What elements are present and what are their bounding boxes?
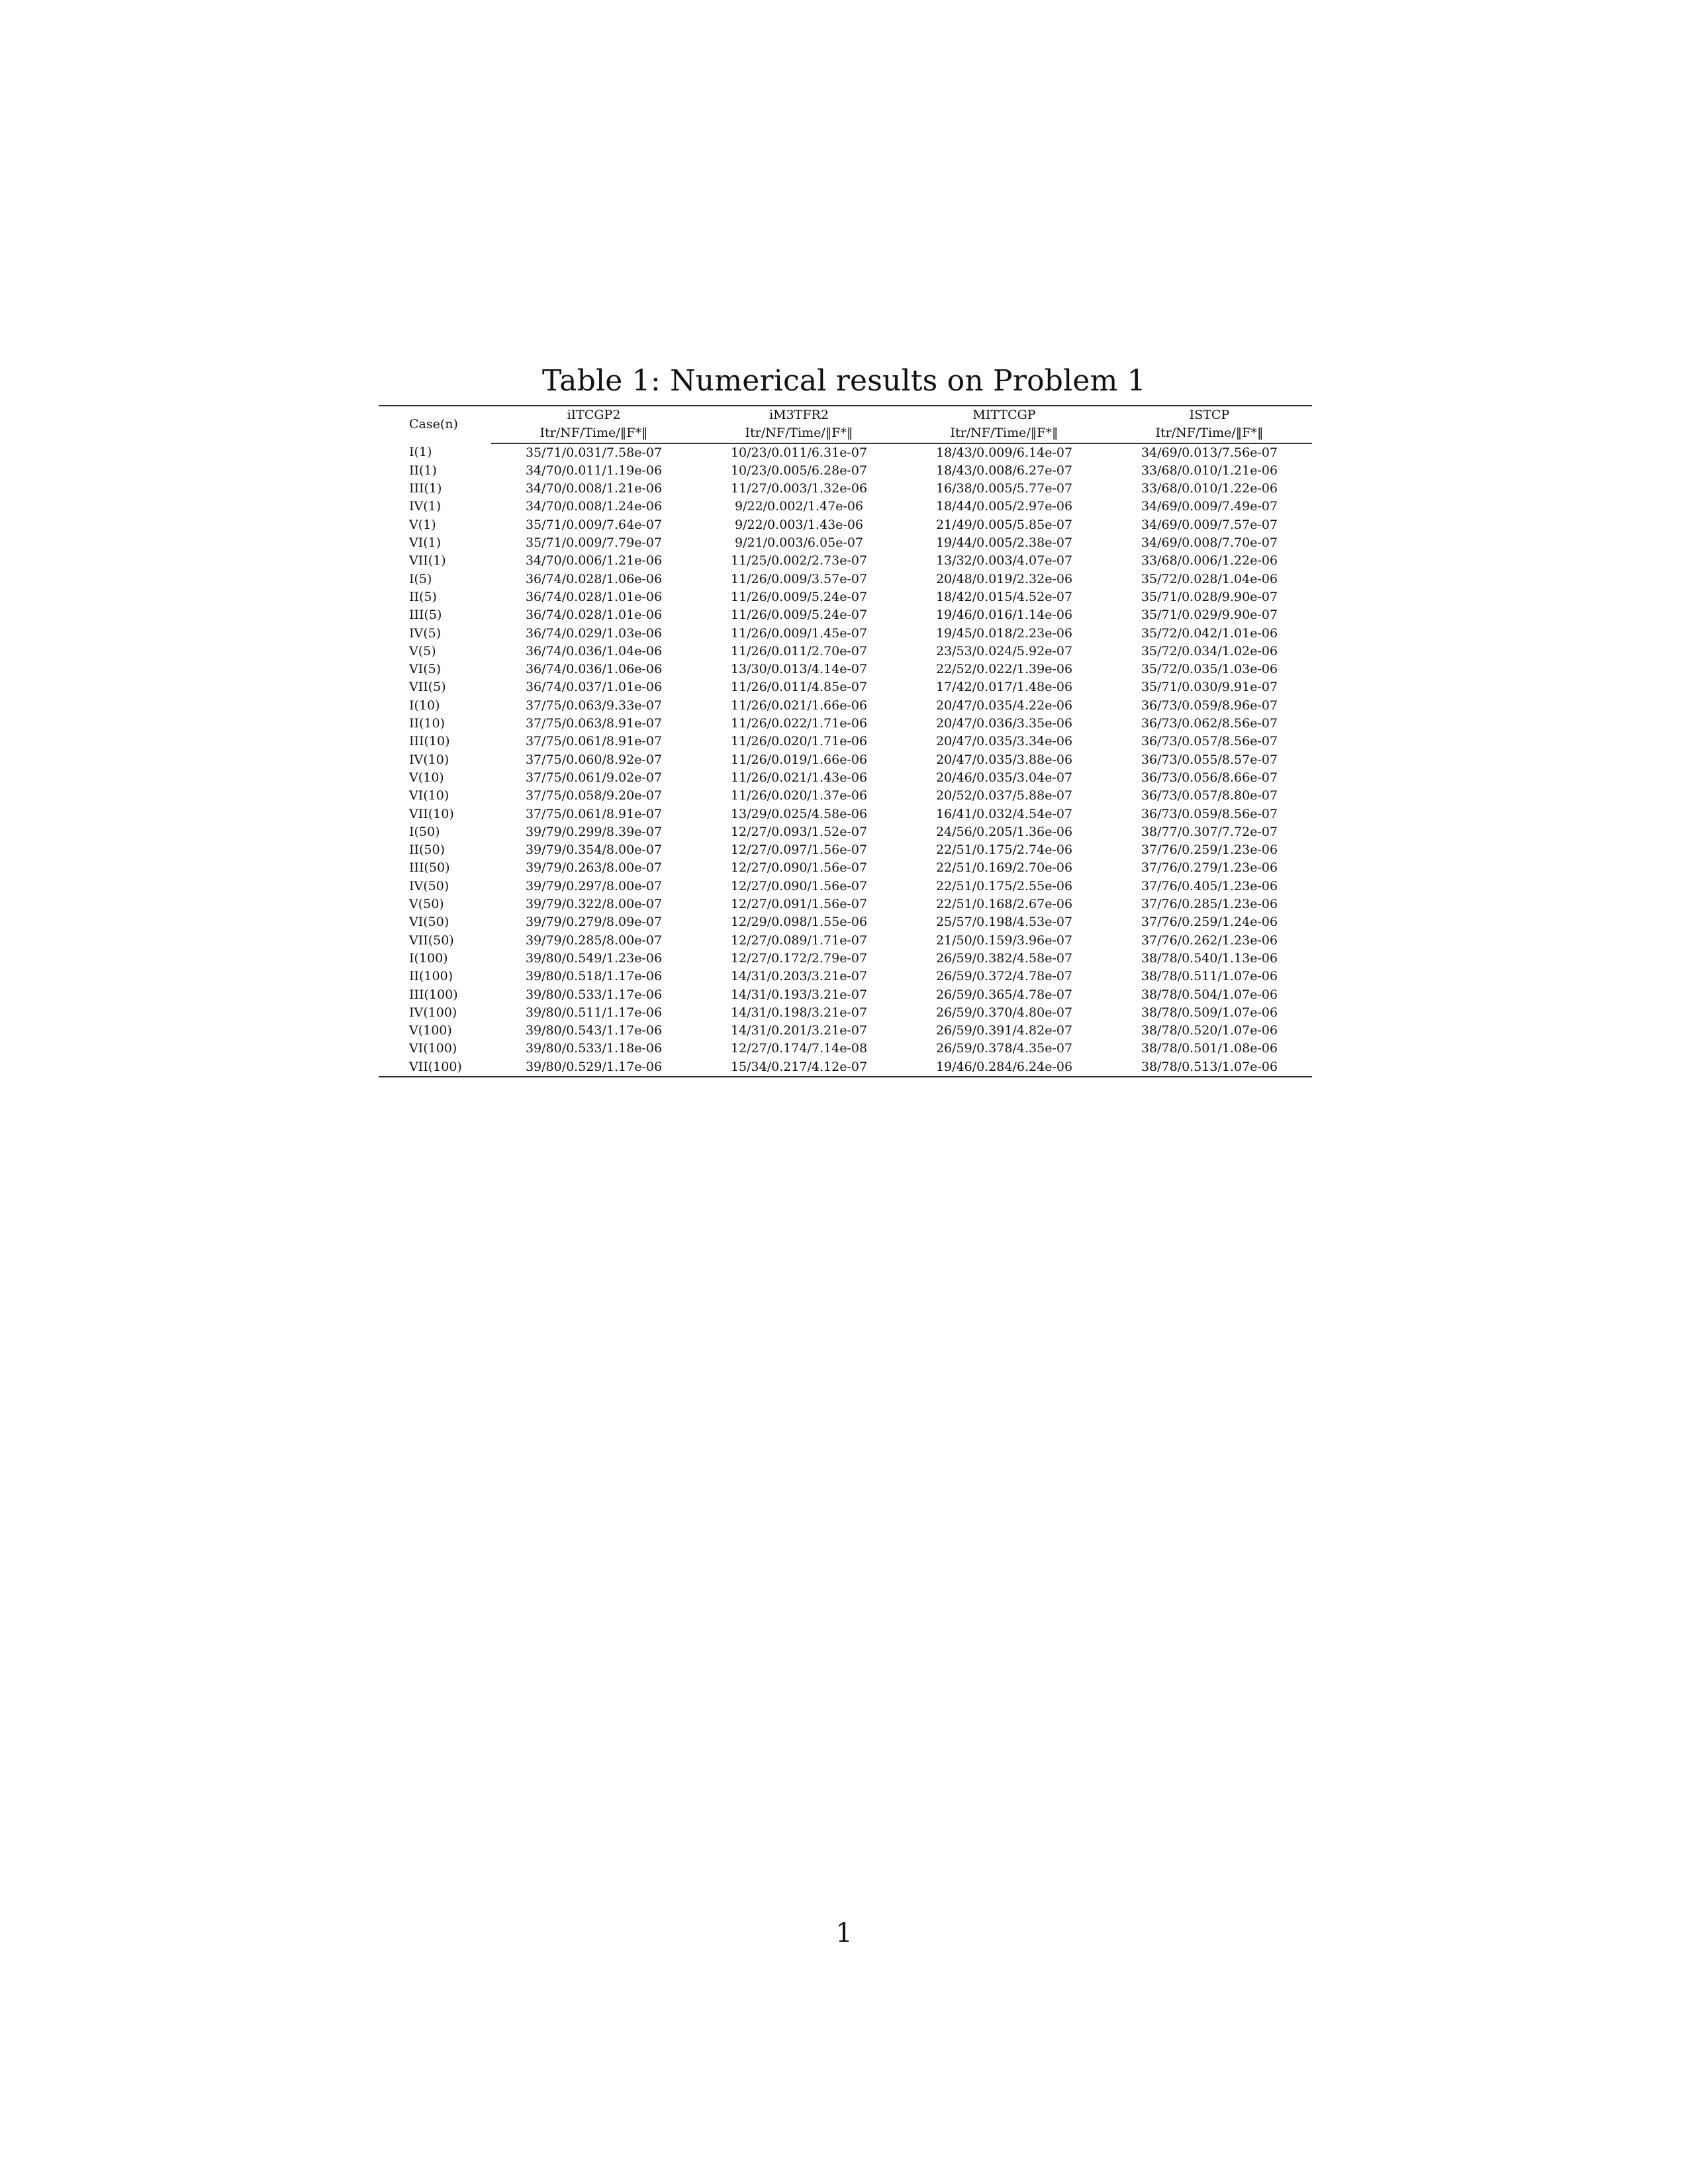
result-cell: 35/72/0.042/1.01e-06	[1141, 625, 1278, 641]
case-cell: III(100)	[409, 987, 458, 1002]
result-cell: 13/30/0.013/4.14e-07	[730, 662, 868, 677]
table-row	[379, 443, 1312, 462]
result-cell: 24/56/0.205/1.36e-06	[935, 824, 1073, 839]
case-cell: IV(50)	[409, 878, 449, 893]
case-cell: VI(5)	[409, 662, 442, 677]
table-row	[379, 769, 1312, 787]
result-cell: 34/70/0.011/1.19e-06	[525, 463, 663, 478]
result-cell: 12/27/0.172/2.79e-07	[730, 950, 868, 966]
result-cell: 20/47/0.036/3.35e-06	[935, 716, 1073, 731]
result-cell: 37/76/0.279/1.23e-06	[1141, 860, 1278, 876]
case-cell: I(50)	[409, 824, 440, 839]
case-cell: IV(100)	[409, 1005, 457, 1020]
case-cell: III(5)	[409, 608, 442, 623]
result-cell: 12/27/0.090/1.56e-07	[730, 860, 868, 876]
result-cell: 14/31/0.198/3.21e-07	[730, 1005, 868, 1020]
result-cell: 36/73/0.059/8.56e-07	[1141, 806, 1278, 821]
table-row	[379, 552, 1312, 570]
result-cell: 39/79/0.263/8.00e-07	[525, 860, 663, 876]
result-cell: 35/71/0.009/7.64e-07	[525, 517, 663, 532]
result-cell: 20/48/0.019/2.32e-06	[935, 571, 1073, 586]
result-cell: 37/76/0.405/1.23e-06	[1141, 878, 1278, 893]
result-cell: 38/78/0.540/1.13e-06	[1141, 950, 1278, 966]
table-row	[379, 606, 1312, 624]
result-cell: 11/26/0.022/1.71e-06	[730, 716, 868, 731]
result-cell: 11/26/0.009/3.57e-07	[730, 571, 868, 586]
result-cell: 36/74/0.036/1.04e-06	[525, 643, 663, 659]
table-row	[379, 841, 1312, 859]
result-cell: 38/78/0.513/1.07e-06	[1107, 1058, 1312, 1077]
table-row	[379, 751, 1312, 769]
metric-subheader: Itr/NF/Time/‖F*‖	[491, 424, 696, 443]
result-cell: 37/75/0.060/8.92e-07	[525, 752, 663, 767]
table-row	[379, 715, 1312, 733]
result-cell: 11/25/0.002/2.73e-07	[730, 553, 868, 569]
method-header-iitcgp2: iITCGP2	[491, 406, 696, 424]
result-cell: 15/34/0.217/4.12e-07	[696, 1058, 902, 1077]
result-cell: 34/69/0.013/7.56e-07	[1141, 445, 1278, 460]
result-cell: 34/69/0.008/7.70e-07	[1141, 535, 1278, 551]
case-cell: I(100)	[409, 950, 448, 966]
result-cell: 12/27/0.093/1.52e-07	[730, 824, 868, 839]
result-cell: 11/26/0.011/2.70e-07	[730, 643, 868, 659]
result-cell: 39/79/0.322/8.00e-07	[525, 897, 663, 912]
result-cell: 20/47/0.035/3.34e-06	[935, 734, 1073, 749]
result-cell: 21/49/0.005/5.85e-07	[935, 517, 1073, 532]
result-cell: 36/73/0.055/8.57e-07	[1141, 752, 1278, 767]
result-cell: 39/80/0.533/1.17e-06	[525, 987, 663, 1002]
result-cell: 36/73/0.059/8.96e-07	[1141, 698, 1278, 713]
table-body	[379, 443, 1312, 1077]
result-cell: 39/79/0.285/8.00e-07	[525, 933, 663, 948]
result-cell: 12/27/0.097/1.56e-07	[730, 842, 868, 858]
result-cell: 39/80/0.511/1.17e-06	[525, 1005, 663, 1020]
result-cell: 11/26/0.021/1.66e-06	[730, 698, 868, 713]
result-cell: 39/80/0.529/1.17e-06	[491, 1058, 696, 1077]
result-cell: 37/76/0.285/1.23e-06	[1141, 897, 1278, 912]
result-cell: 36/74/0.036/1.06e-06	[525, 662, 663, 677]
table-header	[379, 406, 1312, 443]
result-cell: 35/72/0.035/1.03e-06	[1141, 662, 1278, 677]
result-cell: 34/70/0.006/1.21e-06	[525, 553, 663, 569]
result-cell: 11/26/0.021/1.43e-06	[730, 770, 868, 785]
table-row	[379, 733, 1312, 751]
result-cell: 11/26/0.019/1.66e-06	[730, 752, 868, 767]
table-row	[379, 480, 1312, 498]
table-row	[379, 697, 1312, 715]
result-cell: 26/59/0.378/4.35e-07	[935, 1041, 1073, 1056]
metric-subheader: Itr/NF/Time/‖F*‖	[1107, 424, 1312, 443]
case-cell: VI(100)	[409, 1041, 457, 1056]
table-row	[379, 570, 1312, 588]
result-cell: 34/69/0.009/7.49e-07	[1141, 499, 1278, 514]
result-cell: 37/76/0.259/1.24e-06	[1141, 915, 1278, 930]
table-row	[379, 1004, 1312, 1022]
case-cell: I(10)	[409, 698, 440, 713]
result-cell: 17/42/0.017/1.48e-06	[935, 680, 1073, 695]
case-cell: V(100)	[409, 1023, 452, 1038]
result-cell: 33/68/0.006/1.22e-06	[1141, 553, 1278, 569]
result-cell: 22/51/0.175/2.74e-06	[935, 842, 1073, 858]
result-cell: 35/72/0.034/1.02e-06	[1141, 643, 1278, 659]
result-cell: 35/71/0.028/9.90e-07	[1141, 589, 1278, 604]
table-row	[379, 895, 1312, 913]
table-row	[379, 588, 1312, 606]
result-cell: 37/75/0.063/9.33e-07	[525, 698, 663, 713]
case-cell: V(10)	[409, 770, 444, 785]
result-cell: 39/80/0.533/1.18e-06	[525, 1041, 663, 1056]
result-cell: 12/27/0.090/1.56e-07	[730, 878, 868, 893]
case-column-header: Case(n)	[379, 406, 491, 443]
result-cell: 39/80/0.518/1.17e-06	[525, 969, 663, 984]
result-cell: 35/71/0.029/9.90e-07	[1141, 608, 1278, 623]
case-cell: VII(100)	[379, 1058, 491, 1077]
results-table	[379, 405, 1312, 1077]
result-cell: 12/27/0.091/1.56e-07	[730, 897, 868, 912]
table-row	[379, 1022, 1312, 1040]
table-caption: Table 1: Numerical results on Problem 1	[542, 364, 1146, 398]
result-cell: 18/43/0.009/6.14e-07	[935, 445, 1073, 460]
result-cell: 16/38/0.005/5.77e-07	[935, 481, 1073, 496]
result-cell: 39/79/0.297/8.00e-07	[525, 878, 663, 893]
method-header-mittcgp: MITTCGP	[902, 406, 1107, 424]
method-header-im3tfr2: iM3TFR2	[696, 406, 902, 424]
result-cell: 36/74/0.028/1.01e-06	[525, 589, 663, 604]
result-cell: 36/74/0.029/1.03e-06	[525, 625, 663, 641]
case-cell: VII(5)	[409, 680, 446, 695]
result-cell: 19/44/0.005/2.38e-07	[935, 535, 1073, 551]
case-cell: V(5)	[409, 643, 436, 659]
result-cell: 34/70/0.008/1.21e-06	[525, 481, 663, 496]
result-cell: 36/73/0.056/8.66e-07	[1141, 770, 1278, 785]
result-cell: 34/70/0.008/1.24e-06	[525, 499, 663, 514]
table-row	[379, 660, 1312, 678]
results-table-container	[379, 405, 1312, 1077]
table-row	[379, 968, 1312, 985]
result-cell: 9/22/0.002/1.47e-06	[734, 499, 863, 514]
result-cell: 35/72/0.028/1.04e-06	[1141, 571, 1278, 586]
metric-subheader: Itr/NF/Time/‖F*‖	[902, 424, 1107, 443]
result-cell: 13/32/0.003/4.07e-07	[935, 553, 1073, 569]
table-row	[379, 498, 1312, 516]
result-cell: 22/51/0.175/2.55e-06	[935, 878, 1073, 893]
result-cell: 35/71/0.031/7.58e-07	[525, 445, 663, 460]
result-cell: 38/78/0.509/1.07e-06	[1141, 1005, 1278, 1020]
result-cell: 38/77/0.307/7.72e-07	[1141, 824, 1278, 839]
table-row	[379, 878, 1312, 895]
table-row	[379, 678, 1312, 696]
result-cell: 34/69/0.009/7.57e-07	[1141, 517, 1278, 532]
result-cell: 37/76/0.259/1.23e-06	[1141, 842, 1278, 858]
result-cell: 20/47/0.035/4.22e-06	[935, 698, 1073, 713]
result-cell: 14/31/0.201/3.21e-07	[730, 1023, 868, 1038]
result-cell: 13/29/0.025/4.58e-06	[730, 806, 868, 821]
result-cell: 18/42/0.015/4.52e-07	[935, 589, 1073, 604]
table-row	[379, 516, 1312, 534]
result-cell: 35/71/0.030/9.91e-07	[1141, 680, 1278, 695]
result-cell: 11/26/0.011/4.85e-07	[730, 680, 868, 695]
result-cell: 36/74/0.028/1.01e-06	[525, 608, 663, 623]
table-row	[379, 625, 1312, 643]
result-cell: 33/68/0.010/1.22e-06	[1141, 481, 1278, 496]
result-cell: 39/79/0.279/8.09e-07	[525, 915, 663, 930]
result-cell: 21/50/0.159/3.96e-07	[935, 933, 1073, 948]
table-row	[379, 534, 1312, 552]
result-cell: 36/74/0.037/1.01e-06	[525, 680, 663, 695]
result-cell: 12/27/0.089/1.71e-07	[730, 933, 868, 948]
table-row	[379, 859, 1312, 877]
table-row	[379, 462, 1312, 480]
result-cell: 25/57/0.198/4.53e-07	[935, 915, 1073, 930]
table-row	[379, 913, 1312, 931]
result-cell: 9/21/0.003/6.05e-07	[734, 535, 863, 551]
result-cell: 11/26/0.009/5.24e-07	[730, 589, 868, 604]
result-cell: 22/51/0.168/2.67e-06	[935, 897, 1073, 912]
case-cell: V(1)	[409, 517, 436, 532]
result-cell: 16/41/0.032/4.54e-07	[935, 806, 1073, 821]
result-cell: 38/78/0.504/1.07e-06	[1141, 987, 1278, 1002]
result-cell: 11/27/0.003/1.32e-06	[730, 481, 868, 496]
table-row	[379, 823, 1312, 841]
result-cell: 37/76/0.262/1.23e-06	[1141, 933, 1278, 948]
case-cell: VI(50)	[409, 915, 449, 930]
result-cell: 22/52/0.022/1.39e-06	[935, 662, 1073, 677]
case-cell: VII(10)	[409, 806, 454, 821]
result-cell: 20/52/0.037/5.88e-07	[935, 788, 1073, 803]
table-row	[379, 643, 1312, 660]
result-cell: 26/59/0.391/4.82e-07	[935, 1023, 1073, 1038]
result-cell: 35/71/0.009/7.79e-07	[525, 535, 663, 551]
case-cell: II(10)	[409, 716, 445, 731]
result-cell: 37/75/0.058/9.20e-07	[525, 788, 663, 803]
table-row	[379, 1058, 1312, 1077]
case-cell: III(1)	[409, 481, 442, 496]
case-cell: I(5)	[409, 571, 432, 586]
result-cell: 37/75/0.061/8.91e-07	[525, 734, 663, 749]
case-cell: VII(1)	[409, 553, 446, 569]
table-row	[379, 950, 1312, 968]
case-cell: IV(10)	[409, 752, 449, 767]
result-cell: 12/29/0.098/1.55e-06	[730, 915, 868, 930]
result-cell: 38/78/0.501/1.08e-06	[1141, 1041, 1278, 1056]
case-cell: III(10)	[409, 734, 450, 749]
case-cell: IV(5)	[409, 625, 442, 641]
metric-subheader: Itr/NF/Time/‖F*‖	[696, 424, 902, 443]
result-cell: 14/31/0.203/3.21e-07	[730, 969, 868, 984]
result-cell: 36/73/0.062/8.56e-07	[1141, 716, 1278, 731]
table-row	[379, 1040, 1312, 1058]
table-row	[379, 932, 1312, 950]
case-cell: IV(1)	[409, 499, 442, 514]
result-cell: 20/47/0.035/3.88e-06	[935, 752, 1073, 767]
case-cell: II(50)	[409, 842, 445, 858]
result-cell: 11/26/0.020/1.37e-06	[730, 788, 868, 803]
result-cell: 39/80/0.549/1.23e-06	[525, 950, 663, 966]
result-cell: 12/27/0.174/7.14e-08	[730, 1041, 868, 1056]
case-cell: VII(50)	[409, 933, 454, 948]
case-cell: II(100)	[409, 969, 453, 984]
result-cell: 14/31/0.193/3.21e-07	[730, 987, 868, 1002]
table-row	[379, 986, 1312, 1004]
result-cell: 36/74/0.028/1.06e-06	[525, 571, 663, 586]
result-cell: 19/46/0.284/6.24e-06	[902, 1058, 1107, 1077]
result-cell: 33/68/0.010/1.21e-06	[1141, 463, 1278, 478]
result-cell: 36/73/0.057/8.56e-07	[1141, 734, 1278, 749]
result-cell: 37/75/0.061/8.91e-07	[525, 806, 663, 821]
case-cell: II(1)	[409, 463, 437, 478]
result-cell: 20/46/0.035/3.04e-07	[935, 770, 1073, 785]
result-cell: 22/51/0.169/2.70e-06	[935, 860, 1073, 876]
page-number: 1	[835, 1918, 853, 1948]
case-cell: VI(1)	[409, 535, 442, 551]
method-header-istcp: ISTCP	[1107, 406, 1312, 424]
case-cell: II(5)	[409, 589, 437, 604]
result-cell: 19/46/0.016/1.14e-06	[935, 608, 1073, 623]
result-cell: 11/26/0.009/5.24e-07	[730, 608, 868, 623]
result-cell: 19/45/0.018/2.23e-06	[935, 625, 1073, 641]
result-cell: 26/59/0.382/4.58e-07	[935, 950, 1073, 966]
result-cell: 18/44/0.005/2.97e-06	[935, 499, 1073, 514]
result-cell: 39/79/0.299/8.39e-07	[525, 824, 663, 839]
result-cell: 39/79/0.354/8.00e-07	[525, 842, 663, 858]
case-cell: VI(10)	[409, 788, 449, 803]
result-cell: 9/22/0.003/1.43e-06	[734, 517, 863, 532]
result-cell: 23/53/0.024/5.92e-07	[935, 643, 1073, 659]
result-cell: 10/23/0.011/6.31e-07	[730, 445, 868, 460]
result-cell: 39/80/0.543/1.17e-06	[525, 1023, 663, 1038]
result-cell: 26/59/0.365/4.78e-07	[935, 987, 1073, 1002]
result-cell: 26/59/0.372/4.78e-07	[935, 969, 1073, 984]
case-cell: I(1)	[409, 445, 432, 460]
result-cell: 10/23/0.005/6.28e-07	[730, 463, 868, 478]
case-cell: V(50)	[409, 897, 444, 912]
result-cell: 38/78/0.511/1.07e-06	[1141, 969, 1278, 984]
result-cell: 26/59/0.370/4.80e-07	[935, 1005, 1073, 1020]
table-row	[379, 787, 1312, 805]
result-cell: 37/75/0.061/9.02e-07	[525, 770, 663, 785]
result-cell: 11/26/0.009/1.45e-07	[730, 625, 868, 641]
case-cell: III(50)	[409, 860, 450, 876]
table-row	[379, 805, 1312, 823]
result-cell: 36/73/0.057/8.80e-07	[1141, 788, 1278, 803]
result-cell: 38/78/0.520/1.07e-06	[1141, 1023, 1278, 1038]
result-cell: 11/26/0.020/1.71e-06	[730, 734, 868, 749]
result-cell: 37/75/0.063/8.91e-07	[525, 716, 663, 731]
result-cell: 18/43/0.008/6.27e-07	[935, 463, 1073, 478]
